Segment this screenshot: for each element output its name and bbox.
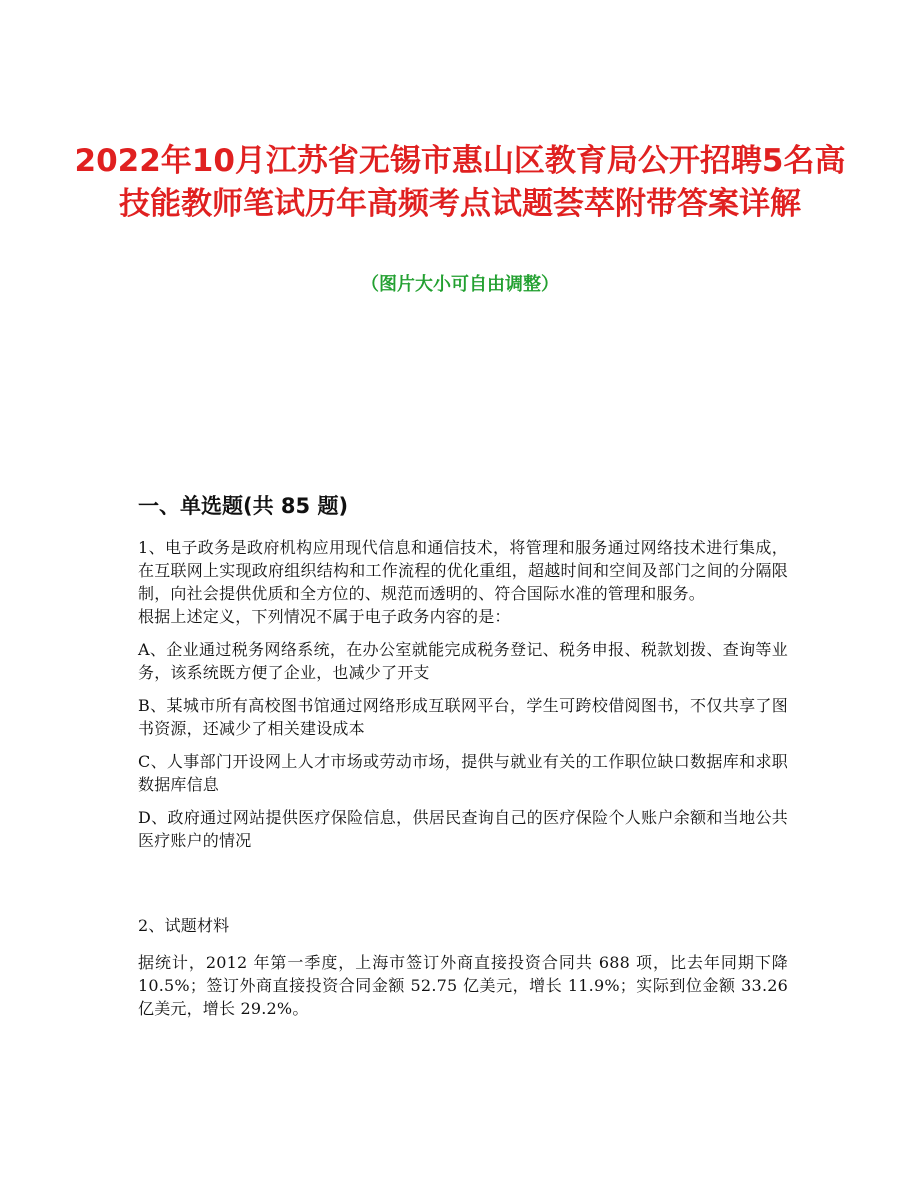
question-2-stem: 2、试题材料 [138,916,230,935]
question-1-prompt: 根据上述定义，下列情况不属于电子政务内容的是： [138,607,511,626]
document-subtitle: （图片大小可自由调整） [361,274,559,295]
question-1-option-d: D、政府通过网站提供医疗保险信息，供居民查询自己的医疗保险个人账户余额和当地公共医疗账户的情况 [138,808,788,850]
question-2 [138,914,788,1020]
questions-content [138,536,788,1020]
question-1-option-c: C、人事部门开设网上人才市场或劳动市场，提供与就业有关的工作职位缺口数据库和求职数据库信息 [138,752,788,794]
section-heading: 一、单选题(共 85 题) [138,494,349,518]
question-1-option-a: A、企业通过税务网络系统，在办公室就能完成税务登记、税务申报、税款划拨、查询等业务，该系统既方便了企业，也减少了开支 [138,640,788,682]
question-2-material: 据统计，2012 年第一季度，上海市签订外商直接投资合同共 688 项，比去年同期下降 10.5%；签订外商直接投资合同金额 52.75 亿美元，增长 11.9%；实际到位金额 33.26 亿美元，增长 29.2%。 [138,953,788,1018]
question-1-option-b: B、某城市所有高校图书馆通过网络形成互联网平台，学生可跨校借阅图书，不仅共享了图书资源，还减少了相关建设成本 [138,696,788,738]
document-title: 2022年10月江苏省无锡市惠山区教育局公开招聘5名高技能教师笔试历年高频考点试题荟萃附带答案详解 [74,143,846,222]
question-1 [138,536,788,852]
question-1-stem: 1、电子政务是政府机构应用现代信息和通信技术，将管理和服务通过网络技术进行集成，在互联网上实现政府组织结构和工作流程的优化重组，超越时间和空间及部门之间的分隔限制，向社会提供优质和全方位的、规范而透明的、符合国际水准的管理和服务。 [138,538,788,603]
